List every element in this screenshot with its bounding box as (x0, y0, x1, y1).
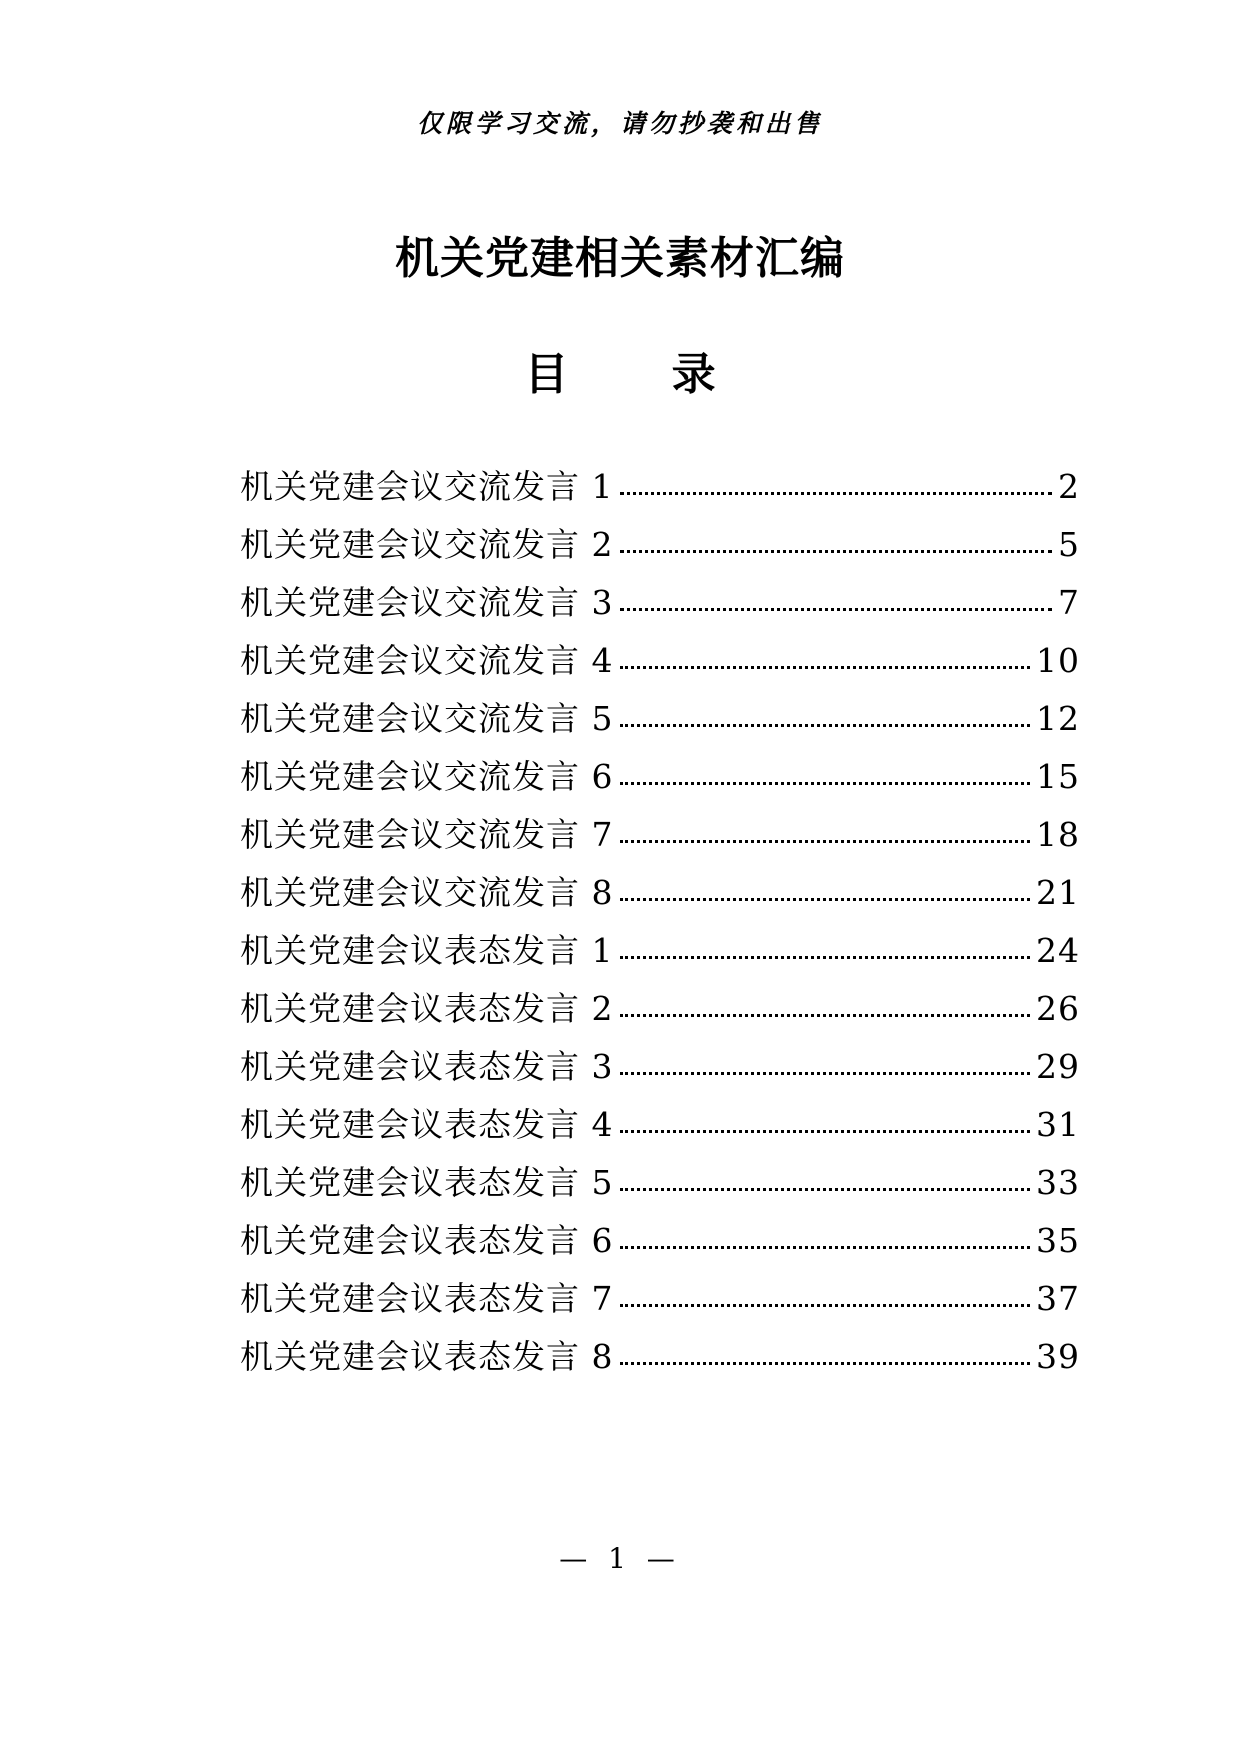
toc-leader-dots (620, 550, 1053, 553)
toc-entry-page: 24 (1036, 931, 1080, 970)
toc-entry-page: 29 (1036, 1047, 1080, 1086)
toc-entry-page: 26 (1036, 989, 1080, 1028)
toc-entry-title: 机关党建会议表态发言 8 (240, 1337, 614, 1376)
toc-entry-title: 机关党建会议表态发言 7 (240, 1279, 614, 1318)
toc-heading: 目 录 (524, 349, 760, 400)
toc-entry[interactable] (240, 806, 1080, 864)
toc-leader-dots (620, 724, 1031, 727)
toc-entry-page: 33 (1036, 1163, 1080, 1202)
document-title: 机关党建相关素材汇编 (395, 233, 845, 284)
toc-leader-dots (620, 782, 1031, 785)
toc-entry-page: 5 (1058, 525, 1080, 564)
toc-entry-page: 39 (1036, 1337, 1080, 1376)
toc-entry[interactable] (240, 1154, 1080, 1212)
toc-entry[interactable] (240, 1212, 1080, 1270)
toc-entry[interactable] (240, 458, 1080, 516)
toc-entry[interactable] (240, 1328, 1080, 1386)
toc-entry-title: 机关党建会议表态发言 1 (240, 931, 614, 970)
toc-entry-page: 31 (1036, 1105, 1080, 1144)
toc-leader-dots (620, 1246, 1031, 1249)
toc-leader-dots (620, 608, 1053, 611)
toc-entry-title: 机关党建会议交流发言 2 (240, 525, 614, 564)
toc-leader-dots (620, 1130, 1031, 1133)
toc-leader-dots (620, 666, 1031, 669)
toc-entry-title: 机关党建会议交流发言 5 (240, 699, 614, 738)
toc-entry-page: 2 (1058, 467, 1080, 506)
toc-entry[interactable] (240, 1096, 1080, 1154)
toc-leader-dots (620, 492, 1053, 495)
toc-entry-title: 机关党建会议表态发言 6 (240, 1221, 614, 1260)
toc-entry[interactable] (240, 690, 1080, 748)
toc-entry-page: 18 (1036, 815, 1080, 854)
toc-entry[interactable] (240, 922, 1080, 980)
toc-entry-title: 机关党建会议表态发言 5 (240, 1163, 614, 1202)
toc-leader-dots (620, 1014, 1031, 1017)
toc-entry-page: 12 (1036, 699, 1080, 738)
toc-leader-dots (620, 898, 1031, 901)
toc-entry-page: 37 (1036, 1279, 1080, 1318)
header-note: 仅限学习交流，请勿抄袭和出售 (416, 109, 823, 138)
toc-entry-title: 机关党建会议表态发言 3 (240, 1047, 614, 1086)
toc-entry-page: 7 (1058, 583, 1080, 622)
toc-entry-page: 21 (1036, 873, 1080, 912)
toc-entry-title: 机关党建会议交流发言 1 (240, 467, 614, 506)
toc-entry-title: 机关党建会议表态发言 2 (240, 989, 614, 1028)
toc-entry[interactable] (240, 748, 1080, 806)
toc-entry[interactable] (240, 1038, 1080, 1096)
toc-entry-title: 机关党建会议表态发言 4 (240, 1105, 614, 1144)
toc-entry[interactable] (240, 632, 1080, 690)
toc-leader-dots (620, 1188, 1031, 1191)
toc-leader-dots (620, 1072, 1031, 1075)
toc-entry[interactable] (240, 1270, 1080, 1328)
table-of-contents (240, 458, 1080, 1386)
toc-entry-page: 35 (1036, 1221, 1080, 1260)
toc-entry-page: 10 (1036, 641, 1080, 680)
toc-entry[interactable] (240, 864, 1080, 922)
toc-entry[interactable] (240, 574, 1080, 632)
toc-entry-title: 机关党建会议交流发言 4 (240, 641, 614, 680)
toc-leader-dots (620, 840, 1031, 843)
toc-entry-page: 15 (1036, 757, 1080, 796)
toc-entry-title: 机关党建会议交流发言 8 (240, 873, 614, 912)
toc-leader-dots (620, 956, 1031, 959)
toc-entry[interactable] (240, 980, 1080, 1038)
page-number: — 1 — (559, 1542, 681, 1575)
toc-entry-title: 机关党建会议交流发言 3 (240, 583, 614, 622)
toc-entry-title: 机关党建会议交流发言 6 (240, 757, 614, 796)
toc-leader-dots (620, 1362, 1031, 1365)
toc-entry[interactable] (240, 516, 1080, 574)
toc-entry-title: 机关党建会议交流发言 7 (240, 815, 614, 854)
toc-leader-dots (620, 1304, 1031, 1307)
